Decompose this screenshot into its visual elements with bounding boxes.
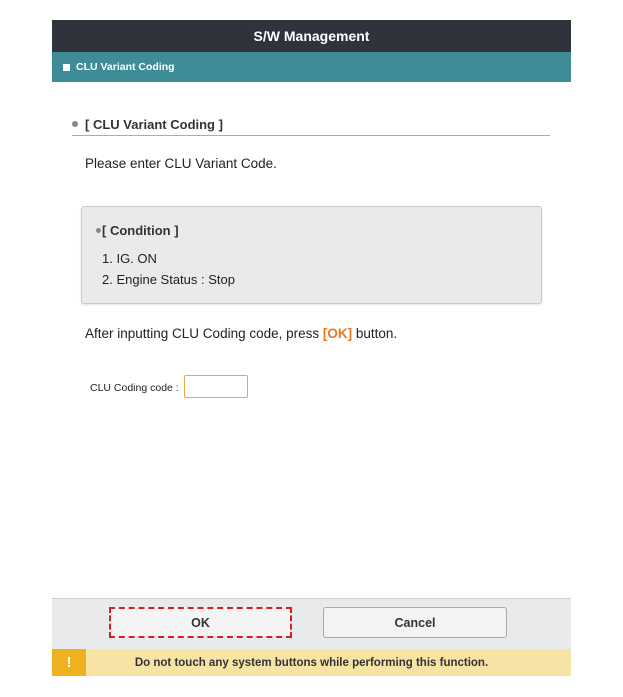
after-input-instruction <box>85 326 397 341</box>
warning-text: Do not touch any system buttons while performing this function. <box>134 656 489 669</box>
condition-heading <box>96 223 179 238</box>
clu-coding-code-label: CLU Coding code : <box>90 382 179 394</box>
sw-management-window <box>52 20 571 678</box>
condition-box <box>81 206 542 304</box>
bullet-dot-icon <box>96 228 101 233</box>
title-bar <box>52 20 571 52</box>
ok-highlight: [OK] <box>322 326 353 341</box>
bullet-dot-icon <box>72 121 78 127</box>
after-text-after: button. <box>352 326 398 341</box>
warning-bar <box>52 649 571 676</box>
subheader-bar <box>52 52 571 82</box>
condition-line-1: 1. IG. ON <box>102 251 157 266</box>
section-title: [ CLU Variant Coding ] <box>85 116 223 132</box>
square-icon <box>63 64 70 71</box>
ok-button-label: OK <box>191 615 210 630</box>
cancel-button[interactable] <box>323 607 507 638</box>
ok-button[interactable] <box>109 607 292 638</box>
after-text-before: After inputting CLU Coding code, press <box>85 326 323 341</box>
condition-title: [ Condition ] <box>102 223 179 238</box>
instruction-text: Please enter CLU Variant Code. <box>85 156 277 171</box>
subheader-label: CLU Variant Coding <box>76 61 175 73</box>
warning-icon: ! <box>52 649 86 676</box>
section-heading <box>72 113 550 136</box>
condition-line-2: 2. Engine Status : Stop <box>102 272 235 287</box>
window-title: S/W Management <box>253 28 370 44</box>
clu-coding-code-input[interactable] <box>184 375 248 398</box>
cancel-button-label: Cancel <box>394 615 436 630</box>
footer-bar <box>52 598 571 649</box>
